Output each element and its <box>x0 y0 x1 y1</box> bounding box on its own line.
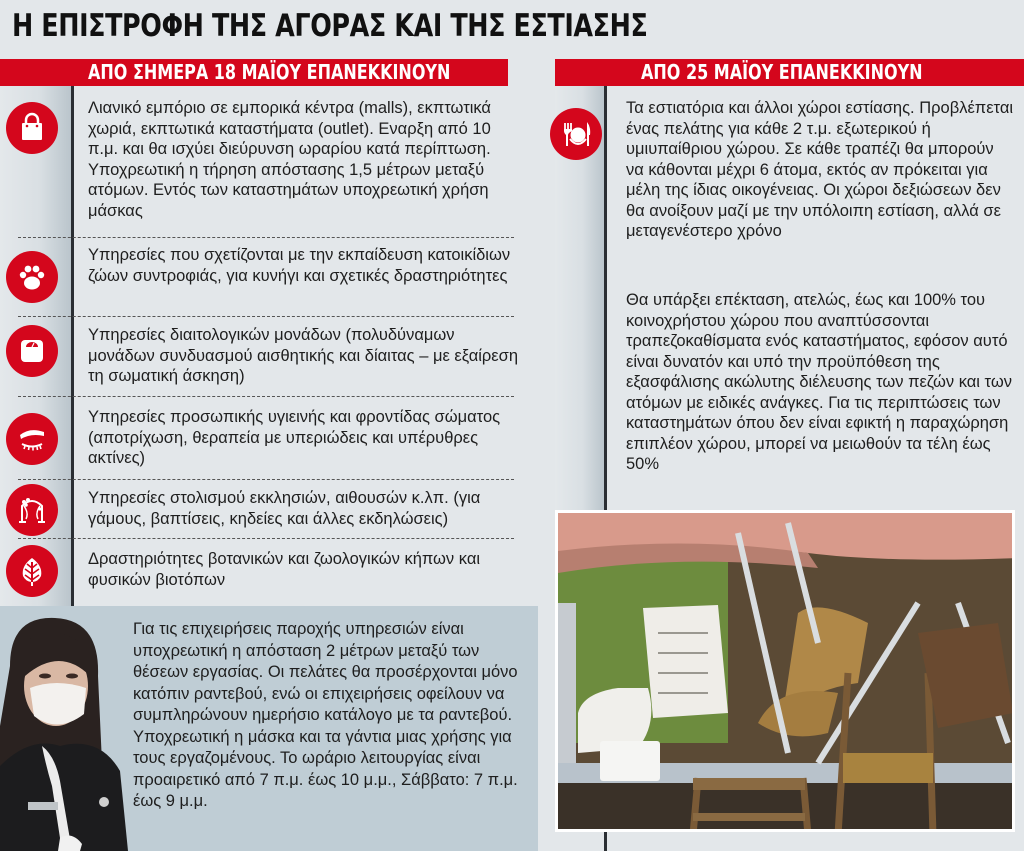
left-section-banner <box>0 59 508 86</box>
right-divider-line <box>604 86 607 511</box>
left-divider-line <box>71 86 74 606</box>
wedding-arch-icon <box>6 484 58 536</box>
dashed-separator <box>18 479 514 480</box>
left-banner-label: ΑΠΟ ΣΗΜΕΡΑ 18 ΜΑΪΟΥ ΕΠΑΝΕΚΚΙΝΟΥΝ <box>88 60 451 84</box>
right-banner-label: ΑΠΟ 25 ΜΑΪΟΥ ΕΠΑΝΕΚΚΙΝΟΥΝ <box>641 60 923 84</box>
restaurants-paragraph: Τα εστιατόρια και άλλοι χώροι εστίασης. Προβλέπεται ένας πελάτης για κάθε 2 τ.μ. εξωτερικού ή υμιυπαίθριου χώρου. Σε κάθε τραπέζι θα μπορούν να κάθονται μέχρι 6 άτομα, εκτός αν πρόκειται για μέλη της ίδιας οικογένειας. Οι χώροι δεξιώσεων δεν θα ανοίξουν μαζί με την υπόλοιπη εστίαση, αλλά σε μεταγενέστερο χρόνο <box>626 99 1014 240</box>
list-item-gardens: Δραστηριότητες βοτανικών και ζωολογικών κήπων και φυσικών βιοτόπων <box>88 550 481 589</box>
stacked-chairs-photo <box>555 510 1015 832</box>
right-section-banner <box>555 59 1024 86</box>
outdoor-expansion-paragraph: Θα υπάρξει επέκταση, ατελώς, έως και 100% του κοινοχρήστου χώρου που αναπτύσσονται τραπεζοκαθίσματα ενός καταστήματος, εφόσον αυτό είναι δυνατόν και υπό την προϋπόθεση της εξασφάλισης ακώλυτης διέλευσης των πεζών και των ατόμων με ειδικές ανάγκες. Για τις περιπτώσεις των καταστημάτων όπου δεν είναι εφικτή η παραχώρηση επιπλέον χώρου, μπορεί να μειωθούν τα τέλη έως 50% <box>626 291 1012 473</box>
leaf-icon <box>6 545 58 597</box>
shopping-bag-icon <box>6 102 58 154</box>
list-item-dietetics: Υπηρεσίες διαιτολογικών μονάδων (πολυδύναμων μονάδων συνδυασμού αισθητικής και δίαιτας – με εξαίρεση τη σωματική άσκηση) <box>88 326 519 385</box>
list-item-pets: Υπηρεσίες που σχετίζονται με την εκπαίδευση κατοικίδιων ζώων συντροφιάς, για κυνήγι και σχετικές δραστηριότητες <box>88 246 511 285</box>
page-title: Η ΕΠΙΣΤΡΟΦΗ ΤΗΣ ΑΓΟΡΑΣ ΚΑΙ ΤΗΣ ΕΣΤΙΑΣΗΣ <box>12 8 648 44</box>
right-divider-line-bottom <box>604 830 607 851</box>
eyebrow-icon <box>6 413 58 465</box>
list-item-decoration: Υπηρεσίες στολισμού εκκλησιών, αιθουσών κ.λπ. (για γάμους, βαπτίσεις, κηδείες και άλλες εκδηλώσεις) <box>88 489 481 528</box>
scale-icon <box>6 325 58 377</box>
masked-woman-photo <box>0 606 128 851</box>
paw-icon <box>6 251 58 303</box>
dashed-separator <box>18 237 514 238</box>
list-item-personal-care: Υπηρεσίες προσωπικής υγιεινής και φροντίδας σώματος (αποτρίχωση, θεραπεία με υπεριώδεις και υπέρυθρες ακτίνες) <box>88 408 501 467</box>
list-item-retail: Λιανικό εμπόριο σε εμπορικά κέντρα (malls), εκπτωτικά χωριά, εκπτωτικά καταστήματα (outlet). Εναρξη από 10 π.μ. και θα ισχύει διεύρυνση ωραρίου κατά περίπτωση. Υποχρεωτική η τήρηση απόστασης 1,5 μέτρων μεταξύ ατόμων. Εντός των καταστημάτων υποχρεωτική χρήση μάσκας <box>88 99 491 220</box>
dining-icon <box>550 108 602 160</box>
services-note-text: Για τις επιχειρήσεις παροχής υπηρεσιών είναι υποχρεωτική η απόσταση 2 μέτρων μεταξύ των θέσεων εργασίας. Οι πελάτες θα προσέρχονται μόνο κατόπιν ραντεβού, ενώ οι επιχειρήσεις οφείλουν να συμπληρώνουν ημερήσιο κατάλογο με τα ραντεβού. Υποχρεωτική η μάσκα και τα γάντια μιας χρήσης για τους εργαζομένους. Το ωράριο λειτουργίας είναι προαιρετικό από 7 π.μ. έως 10 μ.μ., Σάββατο: 7 π.μ. έως 9 μ.μ. <box>133 620 518 810</box>
dashed-separator <box>18 396 514 397</box>
dashed-separator <box>18 538 514 539</box>
dashed-separator <box>18 316 514 317</box>
